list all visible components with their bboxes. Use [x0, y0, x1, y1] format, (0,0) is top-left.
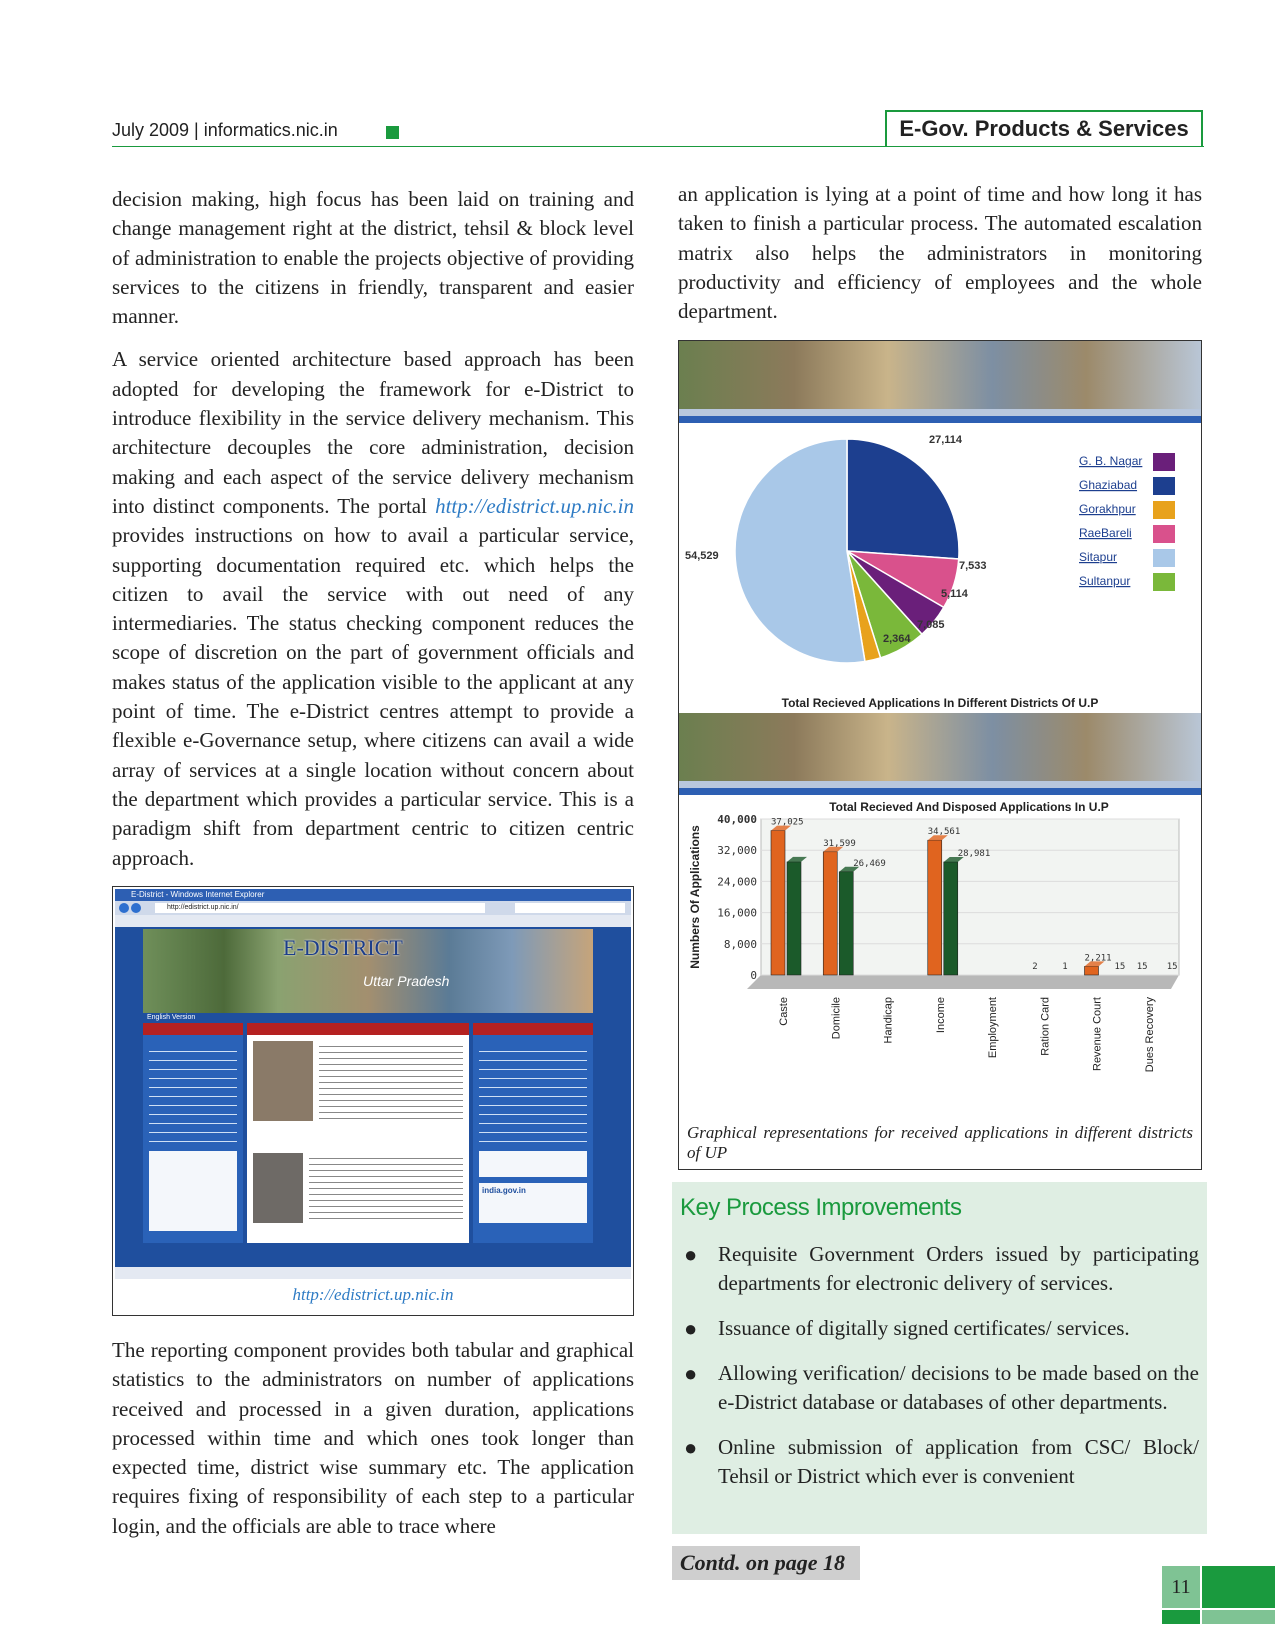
address-input[interactable]: http://edistrict.up.nic.in/ [155, 903, 485, 913]
data-label: 34,561 [927, 827, 961, 838]
browser-toolbar [115, 915, 631, 927]
portal-screenshot-figure [112, 886, 634, 1316]
legend-swatch [1153, 501, 1175, 519]
list-item [672, 1240, 1207, 1298]
list-item-text: Allowing verification/ decisions to be made based on the e-District database or databases of other departments. [718, 1361, 1199, 1414]
chart-banner-2 [679, 713, 1201, 795]
data-label: 37,025 [771, 817, 804, 828]
header-rule [112, 146, 1204, 147]
paragraph-text: A service oriented architecture based approach has been adopted for developing the framework for e-District to introduce flexibility in the service delivery mechanism. This architecture decouples the core administration, decision making and each aspect of the service delivery mechanism into distinct components. The portal [112, 347, 634, 518]
banner-strip [679, 781, 1201, 788]
data-label: 7,085 [917, 619, 945, 631]
kpi-list [672, 1240, 1207, 1491]
figure-caption[interactable]: http://edistrict.up.nic.in [292, 1285, 454, 1304]
text-block [319, 1041, 463, 1121]
forward-icon[interactable] [131, 903, 141, 913]
portal-title: E-DISTRICT [283, 935, 403, 960]
page-number: 11 [1171, 1576, 1191, 1598]
figure-caption: Graphical representations for received applications in different districts of UP [687, 1123, 1193, 1162]
list-item [672, 1359, 1207, 1417]
category-label: Handicap [882, 997, 895, 1044]
tick-label: 16,000 [717, 906, 757, 920]
bullet-icon: ● [684, 1435, 698, 1460]
bar [1085, 966, 1099, 975]
data-label: 2 [1032, 961, 1038, 972]
legend-label: Gorakhpur [1079, 502, 1136, 516]
portal-left-menu[interactable] [143, 1023, 243, 1243]
banner-image [679, 341, 1201, 409]
bar [787, 862, 801, 975]
legend-label: Sultanpur [1079, 574, 1131, 588]
list-item [672, 1314, 1207, 1343]
portal-nav[interactable]: English Version [143, 1013, 593, 1023]
back-icon[interactable] [119, 903, 129, 913]
address-bar [115, 901, 631, 915]
banner-image [679, 713, 1201, 781]
axis-label: Numbers Of Applications [688, 825, 702, 969]
menu-items[interactable] [149, 1043, 237, 1143]
paragraph: an application is lying at a point of time and how long it has taken to finish a particular process. The automated escalation matrix also helps the administrators in monitoring productivity and efficiency of employees and the whole department. [678, 182, 1202, 324]
category-label: Ration Card [1039, 997, 1052, 1056]
browser-title: E-District - Windows Internet Explorer [115, 889, 631, 901]
legend-swatch [1153, 477, 1175, 495]
legend-label: Sitapur [1079, 550, 1118, 564]
data-label: 7,533 [959, 560, 987, 572]
key-process-improvements [672, 1182, 1207, 1534]
kpi-title: Key Process Improvements [680, 1194, 962, 1221]
data-label: 26,469 [853, 858, 886, 869]
data-label: 2,211 [1084, 953, 1112, 964]
data-label: 27,114 [929, 434, 963, 446]
tick-label: 8,000 [723, 937, 757, 951]
menu-items[interactable] [479, 1043, 587, 1143]
list-item-text: Online submission of application from CSC/ Block/ Tehsil or District which ever is convenient [718, 1435, 1199, 1488]
charts-figure [678, 340, 1202, 1170]
latest-news [149, 1151, 237, 1231]
paragraph: decision making, high focus has been laid on training and change management right at the district, tehsil & block level of administration to enable the projects objective of providing services to the citizens in friendly, transparent and easier manner. [112, 187, 634, 329]
status-bar [115, 1267, 631, 1279]
bar [944, 862, 958, 975]
portal-main [247, 1023, 469, 1243]
data-label: 5,114 [941, 588, 968, 600]
header-issue-site: July 2009 | informatics.nic.in [112, 120, 338, 140]
category-label: Employment [987, 997, 999, 1059]
data-label: 54,529 [685, 550, 719, 562]
list-item-text: Issuance of digitally signed certificates/ services. [718, 1316, 1130, 1340]
legend-label: G. B. Nagar [1079, 454, 1143, 468]
menu-header [473, 1023, 593, 1035]
portal-banner [143, 929, 593, 1013]
header-square-icon [386, 126, 399, 139]
pie-chart [679, 423, 1201, 713]
page-corner-block [1162, 1610, 1200, 1624]
tick-label: 0 [750, 969, 757, 982]
main-header [247, 1023, 469, 1035]
banner-nav[interactable] [679, 788, 1201, 795]
portal-right-menu[interactable] [473, 1023, 593, 1243]
plot-floor [747, 975, 1179, 989]
legend-swatch [1153, 453, 1175, 471]
paragraph: The reporting component provides both tabular and graphical statistics to the administrators on number of applications received and processed in a given duration, applications processed within time and which ones took longer than expected time, district wise summary etc. The application requires fixing of responsibility of each step to a particular login, and the officials are able to trace where [112, 1338, 634, 1538]
text-block [309, 1153, 463, 1223]
bar [839, 872, 853, 975]
search-box[interactable] [479, 1151, 587, 1177]
banner-nav[interactable] [679, 416, 1201, 423]
paragraph-text: provides instructions on how to avail a particular service, supporting documentation required etc. which helps the citizen to avail the service with out need of any intermediaries. The status checking component reduces the scope of discretion on the part of government officials and makes status of the application visible to the applicant at any point of time. The e-District centres attempt to provide a flexible e-Governance setup, where citizens can avail a wide array of services at a single location without concern about the department which provides a particular service. This is a paradigm shift from department centric to citizen centric approach. [112, 523, 634, 870]
page-corner-block [1202, 1610, 1275, 1624]
list-item [672, 1433, 1207, 1491]
list-item-text: Requisite Government Orders issued by participating departments for electronic delivery of services. [718, 1242, 1199, 1295]
tick-label: 40,000 [717, 813, 757, 826]
portal-subtitle: Uttar Pradesh [363, 973, 450, 989]
legend-label: Ghaziabad [1079, 478, 1138, 492]
right-column [678, 180, 1202, 340]
bar [928, 840, 942, 975]
left-column [112, 185, 634, 887]
portal-screenshot [115, 889, 631, 1279]
data-label: 15 [1114, 961, 1126, 972]
bullet-icon: ● [684, 1242, 698, 1267]
category-label: Income [934, 997, 947, 1034]
left-column-bottom [112, 1336, 634, 1555]
paragraph [112, 345, 634, 872]
bullet-icon: ● [684, 1361, 698, 1386]
legend-label: RaeBareli [1079, 526, 1132, 540]
legend-swatch [1153, 525, 1175, 543]
menu-header [143, 1023, 243, 1035]
chart-banner-1 [679, 341, 1201, 423]
photo [253, 1153, 303, 1223]
portal-link[interactable]: http://edistrict.up.nic.in [435, 493, 634, 518]
india-gov-badge[interactable]: india.gov.in [479, 1183, 587, 1223]
banner-strip [679, 409, 1201, 416]
category-label: Revenue Court [1091, 997, 1104, 1071]
bar [823, 852, 837, 975]
bullet-icon: ● [684, 1316, 698, 1341]
data-label: 15 [1136, 961, 1148, 972]
category-label: Caste [778, 997, 790, 1026]
photo [253, 1041, 313, 1121]
section-title: E-Gov. Products & Services [885, 110, 1203, 146]
data-label: 2,364 [883, 633, 911, 645]
category-label: Dues Recovery [1143, 997, 1156, 1073]
chart-title: Total Recieved And Disposed Applications In U.P [829, 800, 1109, 814]
search-input[interactable] [515, 903, 625, 913]
tick-label: 24,000 [717, 875, 757, 889]
legend-swatch [1153, 573, 1175, 591]
data-label: 15 [1166, 961, 1178, 972]
page-corner-block [1202, 1566, 1275, 1608]
legend-swatch [1153, 549, 1175, 567]
data-label: 31,599 [823, 838, 856, 849]
chart-title: Total Recieved Applications In Different Districts Of U.P [781, 696, 1099, 710]
tick-label: 32,000 [717, 844, 757, 858]
bar-chart [679, 795, 1201, 1115]
category-label: Domicile [830, 997, 843, 1040]
data-label: 28,981 [957, 848, 991, 859]
continued-note: Contd. on page 18 [672, 1546, 860, 1580]
bar [771, 831, 785, 975]
data-label: 1 [1062, 961, 1068, 972]
